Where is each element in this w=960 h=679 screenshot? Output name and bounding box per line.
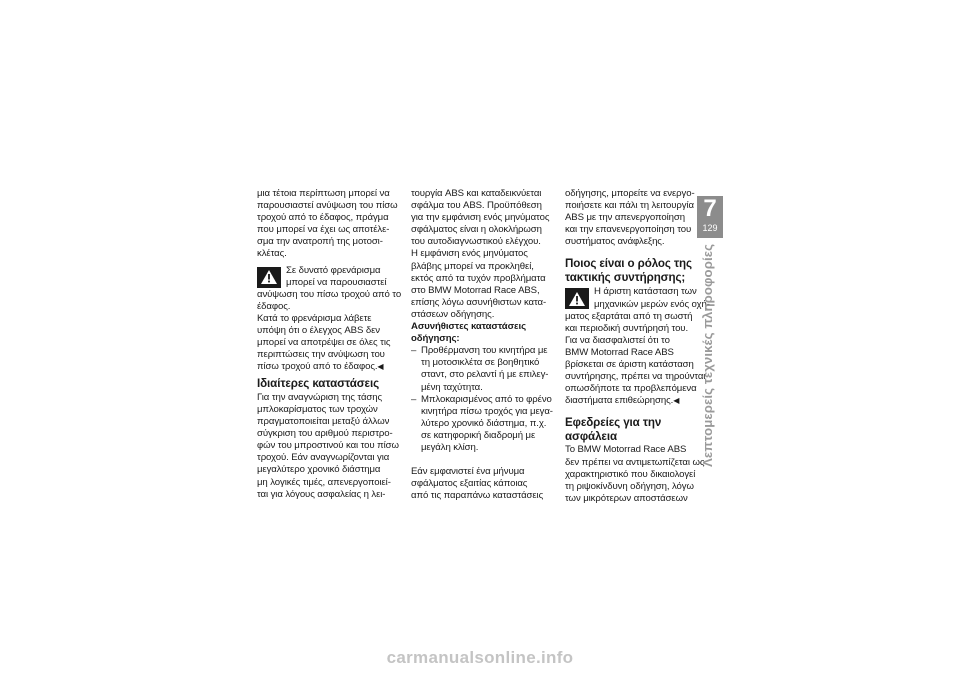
paragraph: μια τέτοια περίπτωση μπορεί να παρουσιαστεί ανύψωση του πίσω τροχού από το έδαφος, πράγμα που μπορεί να έχει ως αποτέλε- σμα την ανατροπή της μοτοσι- κλέτας.: [257, 188, 398, 260]
warning-text: Σε δυνατό φρενάρισμα μπορεί να παρουσιαστεί ανύψωση του πίσω τροχού από το έδαφος.: [257, 264, 402, 312]
list-item: [411, 394, 559, 454]
paragraph: Εάν εμφανιστεί ένα μήνυμα σφάλματος εξαιτίας κάποιας από τις παραπάνω καταστάσεις: [411, 466, 544, 502]
page-number: 129: [702, 223, 718, 233]
end-marker-icon: ◀: [377, 362, 384, 372]
paragraph: τουργία ABS και καταδεικνύεται σφάλμα του ABS. Προϋπόθεση για την εμφάνιση ενός μηνύματος σφάλματος είναι η ολοκλήρωση του αυτοδιαγνωστικού ελέγχου.: [411, 188, 550, 248]
list-item-text: Μπλοκαρισμένος από το φρένο κινητήρα πίσω τροχός για μεγα- λύτερο χρονικό διάστημα, π.χ. σε κατηφορική διαδρομή με μεγάλη κλίση.: [421, 393, 553, 453]
watermark-text: carmanualsonline.info: [386, 648, 574, 667]
paragraph: Για να διασφαλιστεί ότι το BMW Motorrad Race ABS βρίσκεται σε άριστη κατάσταση συντήρησης, πρέπει να τηρούνται οπωσδήποτε τα προβλεπόμενα διαστήματα επιθεώρησης.◀: [565, 334, 706, 407]
dash-bullet: –: [411, 393, 417, 405]
text-column-3: [565, 188, 713, 505]
warning-triangle-icon: [257, 267, 281, 288]
text-column-1: [257, 188, 405, 501]
section-heading: Εφεδρείες για την ασφάλεια: [565, 416, 662, 443]
subheading: Ασυνήθιστες καταστάσεις οδήγησης:: [411, 321, 526, 345]
warning-block: [565, 286, 713, 334]
chapter-number: 7: [703, 195, 717, 222]
warning-triangle-icon: [565, 288, 589, 309]
text-column-2: [411, 188, 559, 502]
section-heading: Ιδιαίτερες καταστάσεις: [257, 377, 380, 391]
warning-block: [257, 265, 405, 313]
section-heading: Ποιος είναι ο ρόλος της τακτικής συντήρησης;: [565, 257, 692, 284]
chapter-side-title: Λεπτομερείς τεχνικές πληροφορίες: [700, 243, 715, 467]
paragraph: Κατά το φρενάρισμα λάβετε υπόψη ότι ο έλεγχος ABS δεν μπορεί να αποτρέψει σε όλες τις περιπτώσεις την ανύψωση του πίσω τροχού από το έδαφος.◀: [257, 312, 391, 373]
dash-bullet: –: [411, 345, 417, 357]
chapter-tab: [697, 196, 723, 238]
paragraph: οδήγησης, μπορείτε να ενεργο- ποιήσετε και πάλι τη λειτουργία ABS με την απενεργοποίηση και την επανενεργοποίηση του συστήματος ανάφλεξης.: [565, 188, 695, 248]
list-item: [411, 345, 559, 393]
warning-text: Η άριστη κατάσταση των μηχανικών μερών ενός οχή- ματος εξαρτάται από τη σωστή και περιοδική συντήρησή του.: [565, 286, 710, 334]
paragraph: Για την αναγνώριση της τάσης μπλοκαρίσματος των τροχών πραγματοποιείται μεταξύ άλλων σύγκριση του αριθμού περιστρο- φών του μπροστινού και του πίσω τροχού. Εάν αναγνωρίζονται για μεγαλύτερο χρονικό διάστημα μη λογικές τιμές, απενεργοποιεί- ται για λόγους ασφαλείας η λει-: [257, 391, 399, 500]
end-marker-icon: ◀: [673, 396, 680, 406]
paragraph: Το BMW Motorrad Race ABS δεν πρέπει να αντιμετωπίζεται ως χαρακτηριστικό που δικαιολογεί τη ριψοκίνδυνη οδήγηση, λόγω των μικρότερων αποστάσεων: [565, 444, 705, 504]
paragraph: Η εμφάνιση ενός μηνύματος βλάβης μπορεί να προκληθεί, εκτός από τα τυχόν προβλήματα στο BMW Motorrad Race ABS, επίσης λόγω ασυνήθιστων κατα- στάσεων οδήγησης.: [411, 248, 547, 320]
list-item-text: Προθέρμανση του κινητήρα με τη μοτοσικλέτα σε βοηθητικό σταντ, στο ρελαντί ή με επιλεγ- μένη ταχύτητα.: [421, 345, 549, 393]
